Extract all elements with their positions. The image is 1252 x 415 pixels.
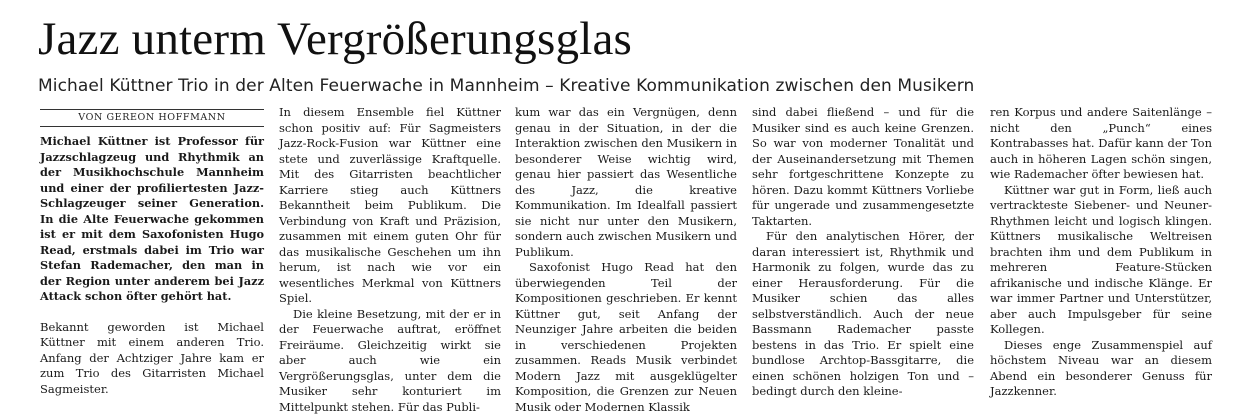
body-paragraph: In diesem Ensemble fiel Küttner schon positiv auf: Für Sagmeisters Jazz-Rock-Fusion war Küttner eine stete und zuverlässige Kraftquelle. Mit des Gitarristen beachtlicher Karriere stieg auch Küttners Bekanntheit beim Publikum. Die Verbindung von Kraft und Präzision, zusammen mit einem guten Ohr für das musikalische Geschehen um ihn herum, ist nach wie vor ein wesentliches Merkmal von Küttners Spiel.	[279, 105, 501, 307]
column-1	[40, 105, 264, 397]
body-paragraph: Für den analytischen Hörer, der daran interessiert ist, Rhythmik und Harmonik zu folgen, wurde das zu einer Herausforderung. Für die Musiker schien das alles selbstverständlich. Auch der neue Bassmann Rademacher passte bestens in das Trio. Er spielt eine bundlose Archtop-Bassgitarre, die einen schönen holzigen Ton und – bedingt durch den kleine-	[752, 229, 974, 400]
byline: VON GEREON HOFFMANN	[40, 110, 264, 126]
byline-box	[40, 109, 264, 127]
column-3	[515, 105, 737, 415]
body-paragraph: Saxofonist Hugo Read hat den überwiegenden Teil der Kompositionen geschrieben. Er kennt Küttner gut, seit Anfang der Neunziger Jahre arbeiten die beiden in verschiedenen Projekten zusammen. Reads Musik verbindet Modern Jazz mit ausgeklügelter Komposition, die Grenzen zur Neuen Musik oder Modernen Klassik	[515, 260, 737, 415]
column-4	[752, 105, 974, 400]
body-paragraph: Bekannt geworden ist Michael Küttner mit einem anderen Trio. Anfang der Achtziger Jahre kam er zum Trio des Gitarristen Michael Sagmeister.	[40, 320, 264, 398]
column-2	[279, 105, 501, 415]
body-paragraph: ren Korpus und andere Saitenlänge – nicht den „Punch“ eines Kontrabasses hat. Dafür kann der Ton auch in höheren Lagen schön singen, wie Rademacher öfter bewiesen hat.	[990, 105, 1212, 183]
body-paragraph: Dieses enge Zusammenspiel auf höchstem Niveau war an diesem Abend ein besonderer Genuss für Jazzkenner.	[990, 338, 1212, 400]
body-paragraph: Küttner war gut in Form, ließ auch vertrackteste Siebener- und Neuner-Rhythmen leicht und logisch klingen. Küttners musikalische Weltreisen brachten ihm und dem Publikum in mehreren Feature-Stücken afrikanische und indische Klänge. Er war immer Partner und Unterstützer, aber auch Impulsgeber für seine Kollegen.	[990, 183, 1212, 338]
lead-paragraph: Michael Küttner ist Professor für Jazzschlagzeug und Rhythmik an der Musikhochschule Mannheim und einer der profiliertesten Jazz-Schlagzeuger seiner Generation. In die Alte Feuerwache gekommen ist er mit dem Saxofonisten Hugo Read, erstmals dabei im Trio war Stefan Rademacher, den man in der Region unter anderem bei Jazz Attack schon öfter gehört hat.	[40, 134, 264, 305]
headline: Jazz unterm Vergrößerungsglas	[38, 12, 632, 66]
body-paragraph: kum war das ein Vergnügen, denn genau in der Situation, in der die Interaktion zwischen den Musikern in besonderer Weise wichtig wird, genau hier passiert das Wesentliche des Jazz, die kreative Kommunikation. Im Idealfall passiert sie nicht nur unter den Musikern, sondern auch zwischen Musikern und Publikum.	[515, 105, 737, 260]
body-paragraph: sind dabei fließend – und für die Musiker sind es auch keine Grenzen. So war von moderner Tonalität und der Auseinandersetzung mit Themen sehr fortgeschrittene Konzepte zu hören. Dazu kommt Küttners Vorliebe für ungerade und zusammengesetzte Taktarten.	[752, 105, 974, 229]
subheadline: Michael Küttner Trio in der Alten Feuerwache in Mannheim – Kreative Kommunikation zwischen den Musikern	[38, 74, 974, 98]
body-paragraph: Die kleine Besetzung, mit der er in der Feuerwache auftrat, eröffnet Freiräume. Gleichzeitig wirkt sie aber auch wie ein Vergrößerungsglas, unter dem die Musiker sehr konturiert im Mittelpunkt stehen. Für das Publi-	[279, 307, 501, 415]
byline-rule-bottom	[40, 126, 264, 127]
column-5	[990, 105, 1212, 400]
